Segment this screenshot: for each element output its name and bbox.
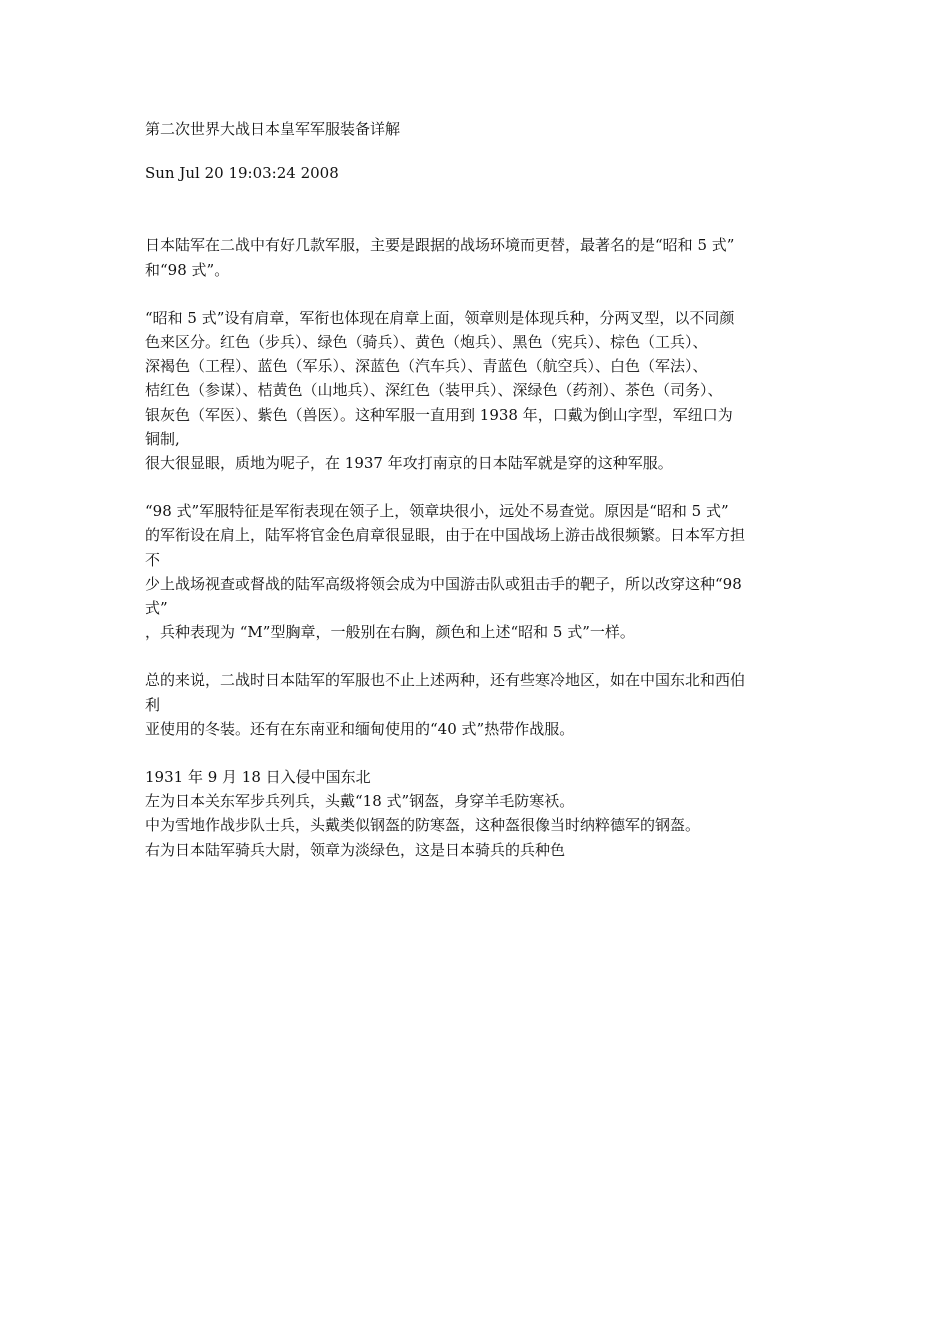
paragraph-line: 亚使用的冬装。还有在东南亚和缅甸使用的“40 式”热带作战服。 xyxy=(145,719,575,738)
paragraph-line: ，兵种表现为 “M”型胸章，一般别在右胸，颜色和上述“昭和 5 式”一样。 xyxy=(145,623,635,642)
paragraph-line: 深褐色（工程）、蓝色（军乐）、深蓝色（汽车兵）、青蓝色（航空兵）、白色（军法）、 xyxy=(145,357,708,376)
paragraph-line: 少上战场视查或督战的陆军高级将领会成为中国游击队或狙击手的靶子，所以改穿这种“98 xyxy=(145,574,742,593)
paragraph-line: 利 xyxy=(145,695,161,714)
paragraph-line: “昭和 5 式”设有肩章，军衔也体现在肩章上面，领章则是体现兵种，分两叉型，以不同颜 xyxy=(145,308,735,327)
document-title: 第二次世界大战日本皇军军服装备详解 xyxy=(145,120,401,138)
paragraph-caption xyxy=(145,765,813,862)
paragraph-line: 中为雪地作战步队士兵，头戴类似钢盔的防寒盔，这种盔很像当时纳粹德军的钢盔。 xyxy=(145,816,701,835)
paragraph-line: 不 xyxy=(145,550,161,569)
paragraph-intro xyxy=(145,233,813,281)
paragraph-line: 银灰色（军医）、紫色（兽医）。这种军服一直用到 1938 年，口戴为倒山字型，军纽口为 xyxy=(145,405,733,424)
paragraph-line: 和“98 式”。 xyxy=(145,260,230,279)
paragraph-line: 右为日本陆军骑兵大尉，领章为淡绿色，这是日本骑兵的兵种色 xyxy=(145,840,566,859)
paragraph-line: 桔红色（参谋）、桔黄色（山地兵）、深红色（装甲兵）、深绿色（药剂）、茶色（司务）、 xyxy=(145,381,723,400)
paragraph-line: 1931 年 9 月 18 日入侵中国东北 xyxy=(145,768,371,787)
paragraph-showa5 xyxy=(145,306,813,475)
paragraph-summary xyxy=(145,668,813,741)
paragraph-line: 的军衔设在肩上，陆军将官金色肩章很显眼，由于在中国战场上游击战很频繁。日本军方担 xyxy=(145,526,746,545)
paragraph-line: 很大很显眼，质地为呢子，在 1937 年攻打南京的日本陆军就是穿的这种军服。 xyxy=(145,454,673,473)
paragraph-line: 左为日本关东军步兵列兵，头戴“18 式”钢盔，身穿羊毛防寒袄。 xyxy=(145,792,575,811)
paragraph-line: 色来区分。红色（步兵）、绿色（骑兵）、黄色（炮兵）、黑色（宪兵）、棕色（工兵）、 xyxy=(145,333,708,352)
paragraph-line: 日本陆军在二战中有好几款军服，主要是跟据的战场环境而更替，最著名的是“昭和 5 式” xyxy=(145,236,735,255)
paragraph-type98 xyxy=(145,499,813,644)
paragraph-line: 铜制, xyxy=(145,429,180,448)
document-date: Sun Jul 20 19:03:24 2008 xyxy=(145,164,339,183)
paragraph-line: “98 式”军服特征是军衔表现在领子上，领章块很小，远处不易查觉。原因是“昭和 5 式” xyxy=(145,502,729,521)
paragraph-line: 总的来说，二战时日本陆军的军服也不止上述两种，还有些寒冷地区，如在中国东北和西伯 xyxy=(145,671,746,690)
paragraph-line: 式” xyxy=(145,599,168,618)
document-body xyxy=(145,117,813,862)
